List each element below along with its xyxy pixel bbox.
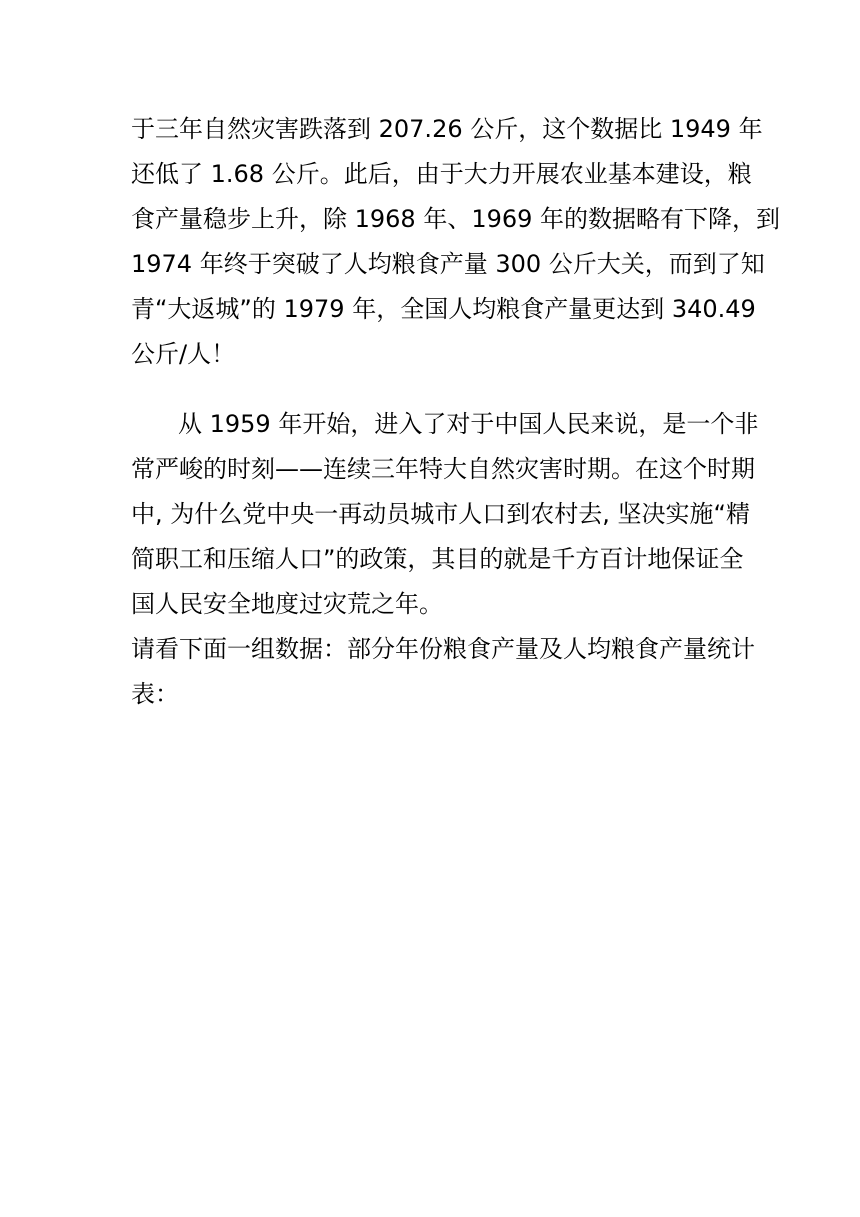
text-line: 表： <box>131 680 179 708</box>
text-line: 国人民安全地度过灾荒之年。 <box>131 590 443 618</box>
text-line: 青“大返城”的 1979 年，全国人均粮食产量更达到 340.49 <box>131 295 756 323</box>
text-line: 1974 年终于突破了人均粮食产量 300 公斤大关，而到了知 <box>131 250 765 278</box>
text-line: 还低了 1.68 公斤。此后，由于大力开展农业基本建设，粮 <box>131 160 752 188</box>
text-line: 中, 为什么党中央一再动员城市人口到农村去, 坚决实施“精 <box>131 500 750 528</box>
text-line: 常严峻的时刻——连续三年特大自然灾害时期。在这个时期 <box>131 455 755 483</box>
text-line: 食产量稳步上升，除 1968 年、1969 年的数据略有下降，到 <box>131 205 781 233</box>
text-line: 于三年自然灾害跌落到 207.26 公斤，这个数据比 1949 年 <box>131 115 763 143</box>
text-line: 公斤/人！ <box>131 340 236 368</box>
text-line: 请看下面一组数据：部分年份粮食产量及人均粮食产量统计 <box>131 635 755 663</box>
text-line: 简职工和压缩人口”的政策，其目的就是千方百计地保证全 <box>131 545 744 573</box>
text-line: 从 1959 年开始，进入了对于中国人民来说，是一个非 <box>178 410 759 438</box>
